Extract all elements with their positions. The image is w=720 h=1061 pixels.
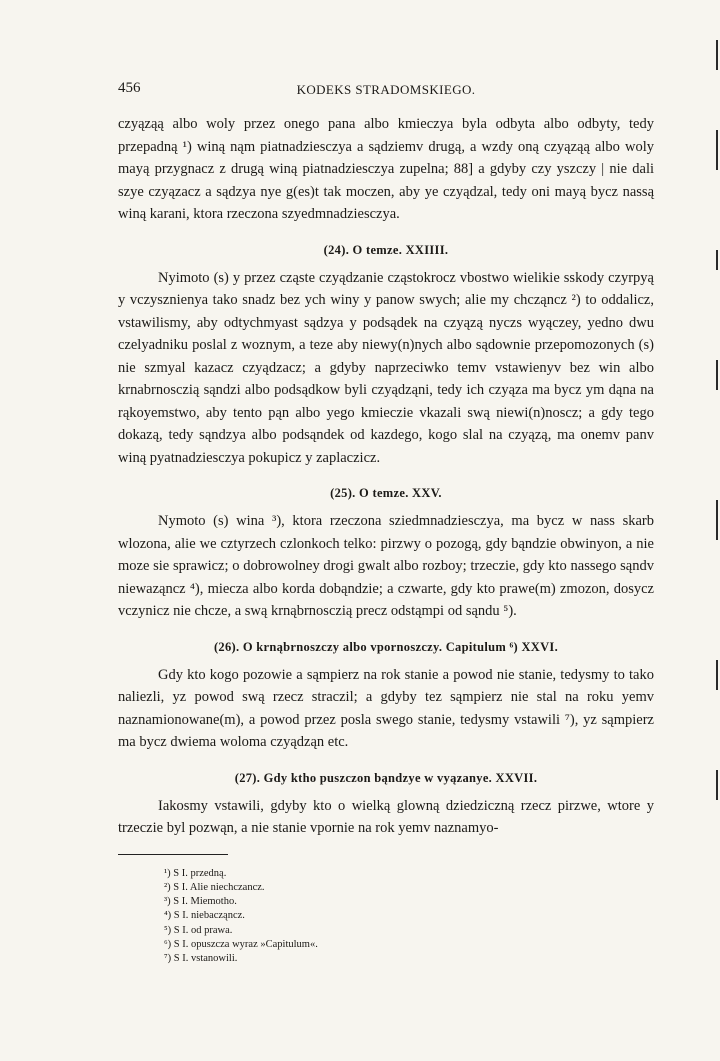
section-heading: (26). O krnąbrnoszczy albo vpornoszczy. Capitulum ⁶) XXVI. [213, 639, 559, 654]
section-26 [118, 638, 654, 754]
footnotes [118, 867, 654, 967]
footnote: ⁷) S I. vstanowili. [164, 953, 238, 965]
scan-edge-marks [714, 0, 720, 1061]
section-heading: (27). Gdy ktho puszczon bąndzye w vyązanye. XXVII. [234, 770, 538, 785]
section-27 [118, 769, 654, 840]
footnote: ¹) S I. przedną. [164, 867, 227, 879]
footnote: ⁵) S I. od prawa. [164, 924, 233, 936]
running-title: KODEKS STRADOMSKIEGO. [296, 82, 476, 97]
footnote: ⁴) S I. niebacząncz. [164, 910, 245, 922]
section-heading: (25). O temze. XXV. [330, 486, 442, 500]
footnote: ³) S I. Miemotho. [164, 896, 237, 908]
footnote: ⁶) S I. opuszcza wyraz »Capitulum«. [164, 938, 318, 950]
footnote: ²) S I. Alie niechczancz. [164, 881, 265, 893]
footnote-divider [118, 854, 228, 855]
section-continuation [118, 113, 654, 226]
page-body [118, 113, 654, 967]
section-24 [118, 241, 654, 470]
page-header [118, 80, 654, 102]
paragraph: Gdy kto kogo pozowie a sąmpierz na rok stanie a powod nie stanie, tedysmy to tako naliezli, yz powod swą rzecz straczil; a gdyby tez sąmpierz nie stal na roku yemv naznamionowane(m), a powod przez posla swego stanie, tedysmy vstawili ⁷), yz sąmpierz ma bycz dwiema woloma czyądząn etc. [118, 666, 654, 750]
paragraph: Iakosmy vstawili, gdyby kto o wielką glowną dziedziczną rzecz pirzwe, wtore y trzeczie byl pozwąn, a nie stanie vpornie na rok yemv naznamyo- [118, 797, 654, 836]
section-heading: (24). O temze. XXIIII. [323, 242, 449, 257]
section-25 [118, 484, 654, 623]
paragraph: Nymoto (s) wina ³), ktora rzeczona sziedmnadziesczya, ma bycz w nass skarb wlozona, alie we cztyrzech czlonkoch telko: pirzwy o pozogą, gdy bąndzie obwinyon, a nie moze sie sprawicz; o dobrowolney drogi gwalt albo rozboy; trzeczie, gdy kto nassego sąndv niewaząncz ⁴), miecza albo korda dobąndzie; a czwarte, gdy kto prawe(m) zmozon, dosycz vczynicz nie chcze, a swą krnąbrnosczią precz odstąmpi od sąndu ⁵). [118, 513, 654, 619]
paragraph: czyąząą albo woly przez onego pana albo kmieczya byla odbyta albo odbyty, tedy przepadną ¹) winą nąm piatnadziesczya a sądziemv drugą, a wzdy oną czyąząą albo woly mayą przygnacz z drugą winą piatnadziesczya zupelna; 88] a gdyby czy yszczy | nie dali szye czyązacz a sądzya nye g(es)t tak moczen, aby ye czyądzal, tedy oni mayą bycz nassą winą karani, ktora rzeczona szyedmnadziesczya. [118, 116, 654, 222]
paragraph: Nyimoto (s) y przez cząste czyądzanie cząstokrocz vbostwo wielikie sskody czyrpyą y vczysznienya tako snadz bez ych winy y panow swych; alie my chcząncz ²) to oddalicz, vstawilismy, aby odtychmyast sądzya y podsądek na czyązą nyczs wyączey, yedno dwu czelyadniku poslal z woznym, a teze aby niewy(n)nych albo sądownie przepomozonych (s) nie szmyal kazacz czyądzacz; a gdyby naprzeciwko temv vstawienyv bez win albo krnabrnosczią sąndzi albo podsądkow byli czyądząni, tedy ich czyąza ma bycz ym dąna na rąkoyemstwo, aby tento pąn albo yego kmieczie vkazali swą niewi(n)noscz; a gdy tego dokazą, tedy sąndzya albo podsąndek od kazdego, kogo slal na czyązą, ma onemv panv winą pyatnadziesczya pokupicz y zaplaczicz. [118, 269, 654, 466]
page-number: 456 [118, 80, 141, 96]
